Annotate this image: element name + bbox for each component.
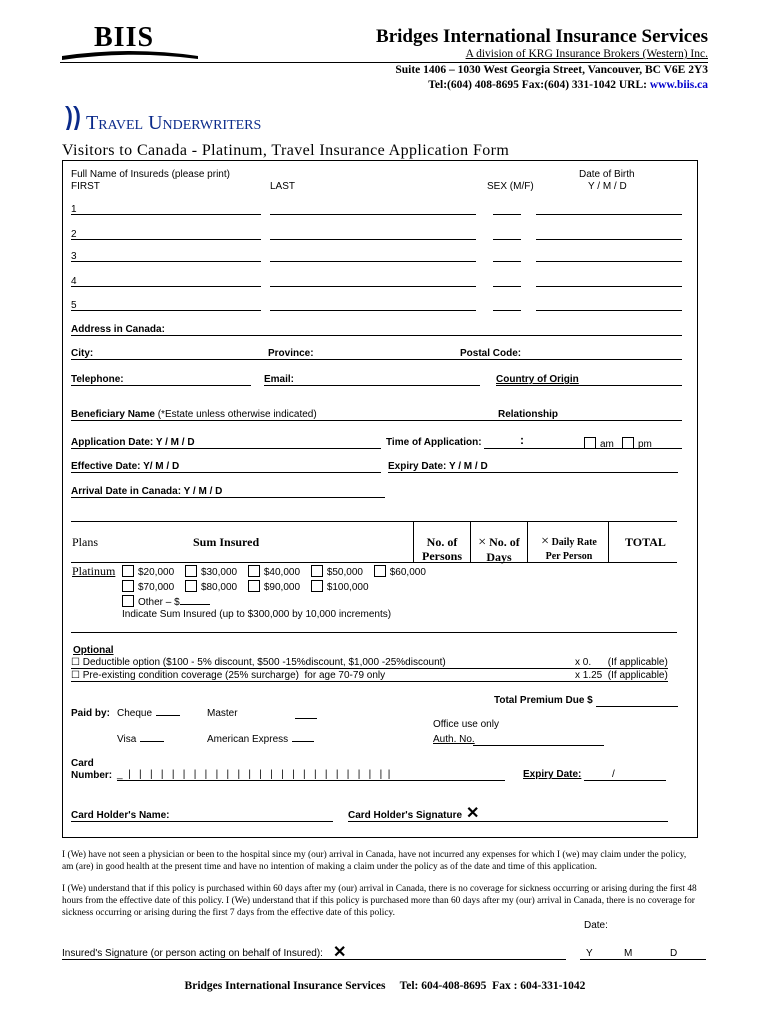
card-signature-x-icon: ✕ (466, 805, 480, 822)
times-icon: × (478, 535, 487, 550)
rate-line-2: Per Person (545, 551, 593, 562)
plans-bottom-rule (71, 632, 677, 633)
company-address: Suite 1406 – 1030 West Georgia Street, Vancouver, BC V6E 2Y3 (395, 64, 708, 76)
pm-option[interactable] (622, 437, 652, 450)
plans-header: Plans (72, 535, 99, 549)
brand-name: Travel Underwriters (86, 112, 262, 134)
checkbox[interactable] (248, 565, 260, 577)
row-number: 2 (71, 229, 77, 240)
declaration-paragraph-2: I (We) understand that if this policy is purchased within 60 days after my (our) arrival in Canada, there is no coverage for sickness occurring or arising during the first 48 hours from the effective date of this policy. I (We) understand that if this policy is purchased more than 60 days after my (our) arrival in Canada, there is no coverage for sickness occurring or arising during the first 7 days from the effective date of this policy. (62, 884, 697, 918)
visa-option[interactable] (117, 734, 164, 745)
logo-text: BIIS (94, 22, 155, 53)
company-contact (428, 79, 708, 91)
row-number: 1 (71, 204, 77, 215)
company-logo (60, 22, 200, 66)
first-name-field[interactable] (71, 261, 261, 262)
checkbox[interactable] (311, 565, 323, 577)
date-y: Y (586, 948, 593, 959)
platinum-label: Platinum (72, 564, 116, 578)
beneficiary-note: (*Estate unless otherwise indicated) (157, 409, 317, 420)
amount-label: $50,000 (326, 567, 363, 578)
other-amount-field[interactable] (180, 604, 210, 605)
sum-insured-options-row2 (122, 580, 369, 593)
option-90000[interactable] (248, 582, 300, 593)
sex-field[interactable] (493, 214, 521, 215)
sex-header: SEX (M/F) (487, 181, 534, 192)
contact-text: Tel:(604) 408-8695 Fax:(604) 331-1042 URL: (428, 79, 650, 91)
last-name-field[interactable] (270, 286, 476, 287)
last-name-field[interactable] (270, 239, 476, 240)
card-holder-name-label: Card Holder's Name: (71, 810, 170, 821)
sex-field[interactable] (493, 261, 521, 262)
footer-contact: Bridges International Insurance Services Tel: 604-408-8695 Fax : 604-331-1042 (184, 980, 586, 992)
effective-date-field[interactable] (71, 472, 381, 473)
sex-field[interactable] (493, 239, 521, 240)
dob-field[interactable] (536, 239, 682, 240)
sum-insured-options-row1 (122, 565, 426, 578)
cheque-field[interactable] (156, 715, 180, 716)
option-other[interactable] (122, 595, 210, 608)
row-number: 3 (71, 251, 77, 262)
amount-label: $100,000 (326, 582, 369, 593)
dob-field[interactable] (536, 261, 682, 262)
city-province-postal-field[interactable] (71, 359, 682, 360)
option-100000[interactable] (311, 582, 369, 593)
address-field[interactable] (71, 335, 682, 336)
office-use-label: Office use only (433, 719, 499, 730)
preexisting-factor: x 1.25 (If applicable) (575, 670, 668, 681)
expiry-date-field[interactable] (388, 472, 678, 473)
master-label: Master (207, 708, 238, 719)
row-number: 5 (71, 300, 77, 311)
form-title: Visitors to Canada - Platinum, Travel Insurance Application Form (62, 142, 510, 159)
cheque-option[interactable] (117, 708, 180, 719)
preexisting-option[interactable]: ☐ Pre-existing condition coverage (25% surcharge) for age 70-79 only (71, 670, 386, 681)
option-40000[interactable] (248, 567, 300, 578)
card-label-line-1: Card (71, 758, 94, 769)
visa-field[interactable] (140, 741, 164, 742)
amount-label: $90,000 (263, 582, 301, 593)
persons-line-1: No. of (426, 535, 458, 549)
rate-line-1: Daily Rate (551, 537, 597, 548)
master-option[interactable] (207, 708, 238, 719)
country-of-origin-label: Country of Origin (496, 374, 579, 385)
card-number-field[interactable]: _ | | | | | | | | | | | | | | | | | | | | | | | | | (117, 769, 391, 780)
persons-line-2: Persons (422, 549, 462, 563)
last-name-field[interactable] (270, 214, 476, 215)
option-20000[interactable] (122, 567, 174, 578)
days-line-2: Days (486, 550, 512, 564)
option-80000[interactable] (185, 582, 237, 593)
expiry-field[interactable] (584, 780, 666, 781)
daily-rate-header (530, 535, 608, 564)
amex-label: American Express (207, 734, 289, 745)
dob-field[interactable] (536, 310, 682, 311)
am-option[interactable] (584, 437, 614, 450)
beneficiary-label: Beneficiary Name (71, 409, 155, 420)
amount-label: $30,000 (200, 567, 238, 578)
insured-signature-x-icon: ✕ (333, 944, 347, 961)
checkbox[interactable] (122, 580, 134, 592)
option-60000[interactable] (374, 567, 426, 578)
arrival-date-field[interactable] (71, 497, 385, 498)
declaration-paragraph-1: I (We) have not seen a physician or been to the hospital since my (our) arrival in Canada, have not incurred any expenses for which I (we) may claim under the policy, am (are) in good health at the present time and have no intention of making a claim under the policy as of the date and time of this application. (62, 850, 687, 872)
first-name-header: FIRST (71, 181, 100, 192)
email-field[interactable] (264, 385, 480, 386)
beneficiary-row (71, 409, 317, 420)
dob-field[interactable] (536, 214, 682, 215)
insured-signature-field[interactable] (62, 959, 566, 960)
no-of-persons-header (416, 535, 468, 563)
checkbox[interactable] (122, 595, 134, 607)
deductible-option[interactable]: ☐ Deductible option ($100 - 5% discount, $500 -15%discount, $1,000 -25%discount) (71, 657, 446, 668)
date-label: Date: (584, 920, 608, 931)
signature-date-field[interactable] (580, 959, 706, 960)
other-label: Other – $ (138, 597, 180, 608)
website-link[interactable]: www.biis.ca (649, 79, 708, 91)
sex-field[interactable] (493, 310, 521, 311)
plans-divider-1 (413, 521, 414, 563)
master-field[interactable] (295, 718, 317, 719)
postal-code-label: Postal Code: (460, 348, 522, 359)
sum-insured-header: Sum Insured (193, 535, 260, 549)
amount-label: $60,000 (389, 567, 426, 578)
first-name-field[interactable] (71, 286, 261, 287)
total-premium-label: Total Premium Due $ (494, 695, 593, 706)
plans-divider-4 (608, 521, 609, 563)
first-name-field[interactable] (71, 310, 261, 311)
expiry-slash: / (612, 769, 615, 780)
email-label: Email: (264, 374, 295, 385)
days-line-1: No. of (489, 535, 520, 549)
pm-label: pm (638, 439, 652, 450)
amex-option[interactable] (207, 734, 314, 745)
optional-heading: Optional (73, 645, 114, 656)
first-name-field[interactable] (71, 239, 261, 240)
telephone-field[interactable] (71, 385, 251, 386)
card-label-line-2: Number: (71, 770, 113, 781)
amount-label: $20,000 (138, 567, 175, 578)
row-number: 4 (71, 276, 77, 287)
last-name-field[interactable] (270, 310, 476, 311)
checkbox[interactable] (122, 565, 134, 577)
address-label: Address in Canada: (71, 324, 165, 335)
time-colon: : (520, 433, 524, 447)
option-50000[interactable] (311, 567, 363, 578)
beneficiary-field[interactable] (71, 420, 682, 421)
first-name-field[interactable] (71, 214, 261, 215)
time-of-application-label: Time of Application: (386, 437, 482, 448)
checkbox[interactable] (374, 565, 386, 577)
date-m: M (624, 948, 633, 959)
application-date-label: Application Date: Y / M / D (71, 437, 195, 448)
deductible-factor: x 0. (If applicable) (575, 657, 668, 668)
preexisting-rule (71, 681, 668, 682)
date-d: D (670, 948, 678, 959)
amount-label: $40,000 (263, 567, 301, 578)
expiry-label: Expiry Date: (523, 769, 582, 780)
country-of-origin-field[interactable] (496, 385, 682, 386)
checkbox[interactable] (248, 580, 260, 592)
amount-label: $80,000 (200, 582, 238, 593)
card-holder-signature-field[interactable] (348, 821, 668, 822)
effective-date-label: Effective Date: Y/ M / D (71, 461, 180, 472)
amount-label: $70,000 (138, 582, 175, 593)
sex-field[interactable] (493, 286, 521, 287)
total-header: TOTAL (625, 535, 666, 549)
last-name-field[interactable] (270, 261, 476, 262)
card-holder-name-field[interactable] (71, 821, 333, 822)
expiry-date-label: Expiry Date: Y / M / D (388, 461, 488, 472)
checkbox[interactable] (185, 580, 197, 592)
card-number-label (71, 758, 112, 782)
dob-field[interactable] (536, 286, 682, 287)
card-number-rule (117, 780, 505, 781)
paid-by-label: Paid by: (71, 708, 110, 719)
pm-checkbox[interactable] (622, 437, 634, 449)
checkbox[interactable] (311, 580, 323, 592)
visa-label: Visa (117, 734, 137, 745)
plans-divider-3 (527, 521, 528, 563)
brand-mark-icon (62, 104, 84, 134)
company-name: Bridges International Insurance Services (376, 26, 708, 47)
option-70000[interactable] (122, 582, 174, 593)
checkbox[interactable] (185, 565, 197, 577)
auth-no-label: Auth. No. (433, 734, 475, 745)
application-date-field[interactable] (71, 448, 381, 449)
am-label: am (600, 439, 614, 450)
dob-format-header: Y / M / D (588, 181, 627, 192)
division-text: A division of KRG Insurance Brokers (Western) Inc. (465, 48, 708, 60)
relationship-label: Relationship (498, 409, 559, 420)
am-checkbox[interactable] (584, 437, 596, 449)
card-holder-signature-label: Card Holder's Signature (348, 810, 463, 821)
no-of-days-header (472, 535, 526, 564)
deductible-rule (71, 668, 668, 669)
insureds-heading: Full Name of Insureds (please print) (71, 169, 230, 180)
insured-signature-label: Insured's Signature (or person acting on behalf of Insured): (62, 948, 323, 959)
city-label: City: (71, 348, 94, 359)
header-rule (60, 62, 708, 63)
total-premium-field[interactable] (596, 706, 678, 707)
time-of-application-field[interactable] (484, 448, 682, 449)
times-icon: × (541, 534, 550, 549)
plans-top-rule (71, 521, 677, 522)
auth-no-field[interactable] (473, 745, 604, 746)
telephone-label: Telephone: (71, 374, 124, 385)
last-name-header: LAST (270, 181, 296, 192)
option-30000[interactable] (185, 567, 237, 578)
arrival-date-label: Arrival Date in Canada: Y / M / D (71, 486, 223, 497)
province-label: Province: (268, 348, 314, 359)
sum-insured-note: Indicate Sum Insured (up to $300,000 by 10,000 increments) (122, 609, 392, 620)
dob-header: Date of Birth (579, 169, 635, 180)
plans-divider-2 (470, 521, 471, 563)
plans-header-rule (71, 562, 677, 563)
cheque-label: Cheque (117, 708, 153, 719)
amex-field[interactable] (292, 741, 314, 742)
